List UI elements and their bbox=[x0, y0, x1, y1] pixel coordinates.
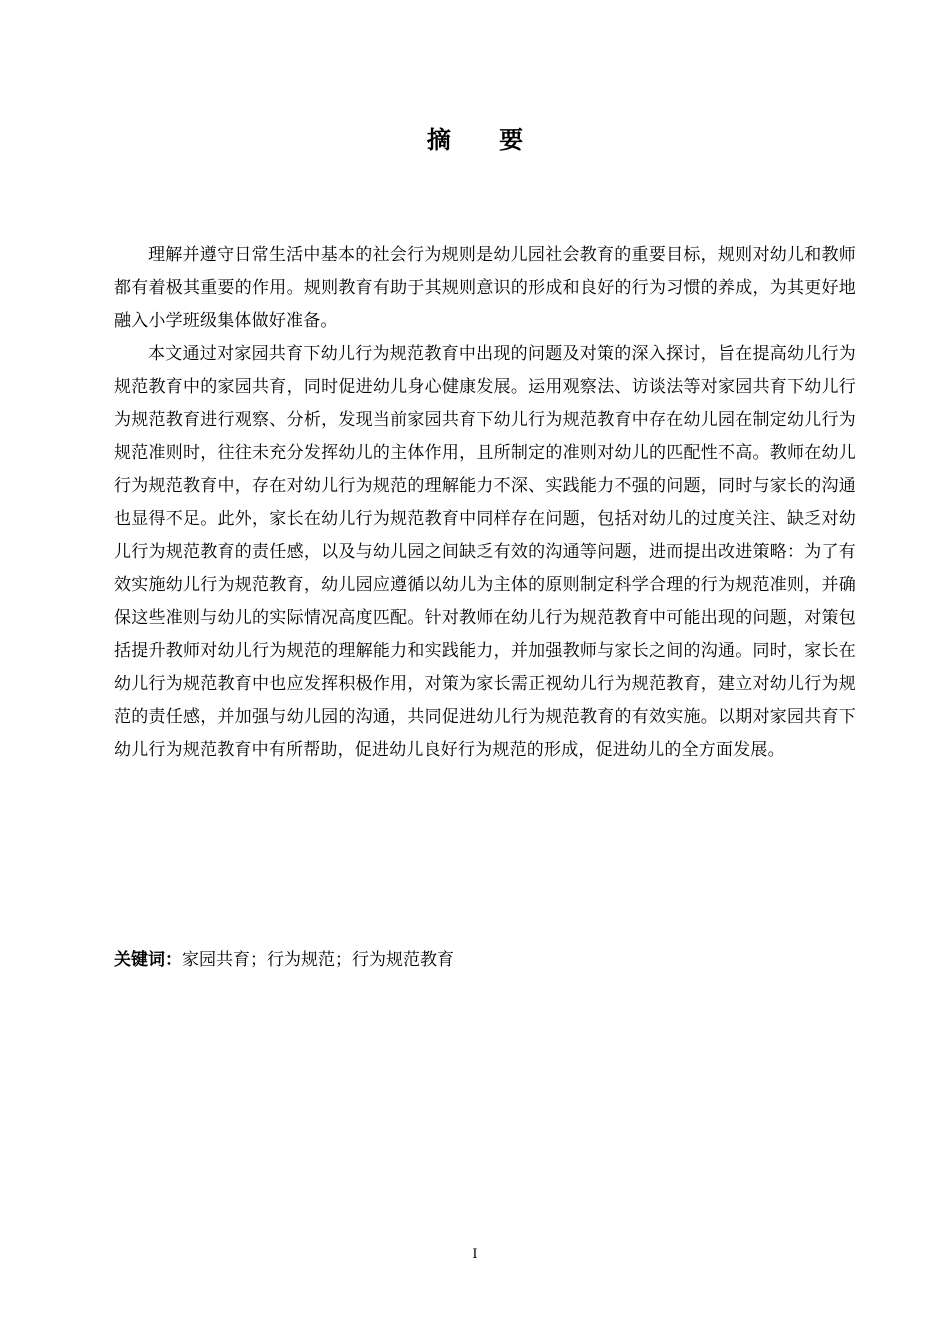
keywords-line bbox=[114, 946, 856, 974]
abstract-title: 摘 要 bbox=[426, 126, 544, 154]
keywords-label: 关键词： bbox=[114, 950, 182, 970]
abstract-body bbox=[114, 239, 856, 767]
abstract-paragraph-1: 理解并遵守日常生活中基本的社会行为规则是幼儿园社会教育的重要目标，规则对幼儿和教师都有着极其重要的作用。规则教育有助于其规则意识的形成和良好的行为习惯的养成，为其更好地融入小学班级集体做好准备。 bbox=[114, 245, 856, 331]
abstract-paragraph-2: 本文通过对家园共育下幼儿行为规范教育中出现的问题及对策的深入探讨，旨在提高幼儿行为规范教育中的家园共育，同时促进幼儿身心健康发展。运用观察法、访谈法等对家园共育下幼儿行为规范教育进行观察、分析，发现当前家园共育下幼儿行为规范教育中存在幼儿园在制定幼儿行为规范准则时，往往未充分发挥幼儿的主体作用，且所制定的准则对幼儿的匹配性不高。教师在幼儿行为规范教育中，存在对幼儿行为规范的理解能力不深、实践能力不强的问题，同时与家长的沟通也显得不足。此外，家长在幼儿行为规范教育中同样存在问题，包括对幼儿的过度关注、缺乏对幼儿行为规范教育的责任感，以及与幼儿园之间缺乏有效的沟通等问题，进而提出改进策略：为了有效实施幼儿行为规范教育，幼儿园应遵循以幼儿为主体的原则制定科学合理的行为规范准则，并确保这些准则与幼儿的实际情况高度匹配。针对教师在幼儿行为规范教育中可能出现的问题，对策包括提升教师对幼儿行为规范的理解能力和实践能力，并加强教师与家长之间的沟通。同时，家长在幼儿行为规范教育中也应发挥积极作用，对策为家长需正视幼儿行为规范教育，建立对幼儿行为规范的责任感，并加强与幼儿园的沟通，共同促进幼儿行为规范教育的有效实施。以期对家园共育下幼儿行为规范教育中有所帮助，促进幼儿良好行为规范的形成，促进幼儿的全方面发展。 bbox=[114, 344, 856, 760]
page-number: I bbox=[472, 1247, 478, 1262]
keywords-text: 家园共育；行为规范；行为规范教育 bbox=[182, 950, 454, 970]
